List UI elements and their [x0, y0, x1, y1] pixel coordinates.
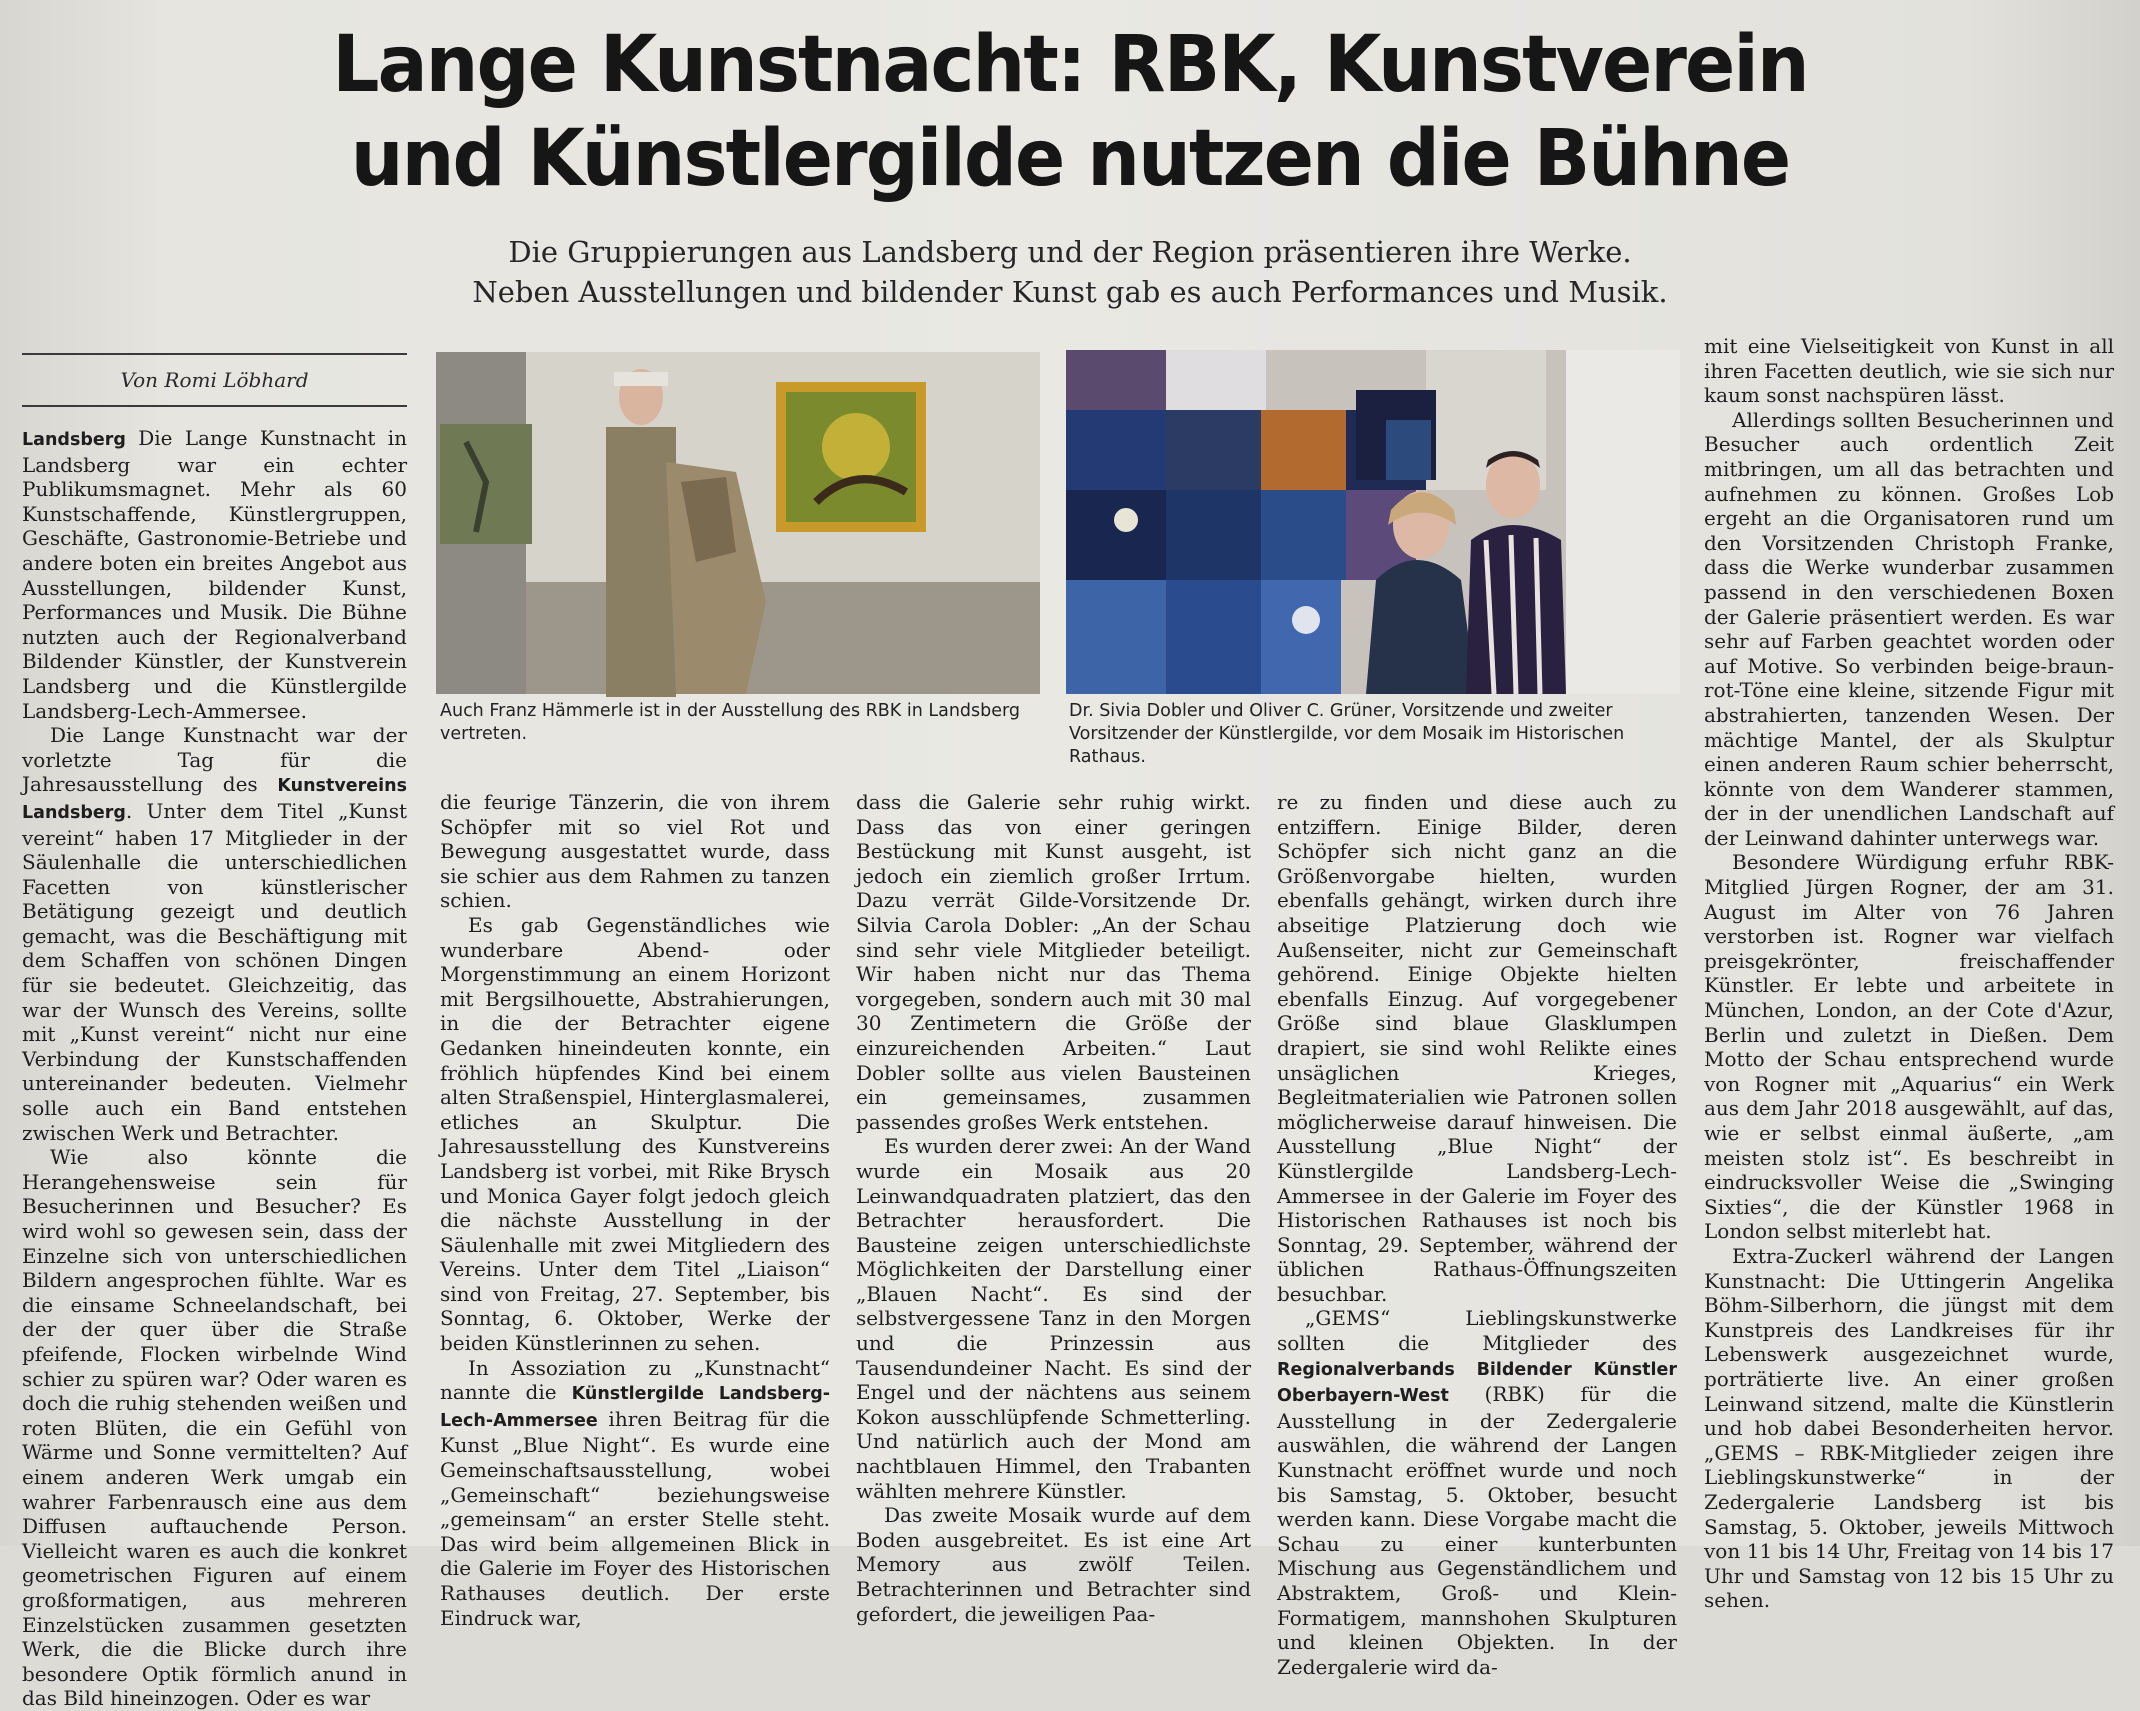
column-4 — [1277, 790, 1677, 1679]
headline-line-1: Lange Kunstnacht: RBK, Kunstverein — [332, 20, 1808, 110]
photo-franz-haemmerle-image — [436, 352, 1040, 694]
column-3 — [856, 790, 1251, 1626]
right-photo-caption: Dr. Sivia Dobler und Oliver C. Grüner, Vorsitzende und zweiter Vorsitzender der Künstlergilde, vor dem Mosaik im Historischen Rathaus. — [1069, 701, 1625, 767]
col2-paragraph-3: In Assoziation zu „Kunstnacht“ nannte die Künstlergilde Landsberg-Lech-Ammersee ihren Beitrag für die Kunst „Blue Night“. Es wurde eine Gemeinschaftsausstellung, wobei „Gemeinschaft“ beziehungsweise „gemeinsam“ an erster Stelle steht. Das wird beim allgemeinen Blick in die Galerie im Foyer des Historischen Rathauses deutlich. Der erste Eindruck war, — [440, 1355, 830, 1630]
bold-kunstverein: Kunstvereins Landsberg — [22, 776, 407, 823]
col5-paragraph-2: Allerdings sollten Besucherinnen und Besucher auch ordentlich Zeit mitbringen, um all das betrachten und aufnehmen zu können. Großes Lob ergeht an die Organisatoren rund um den Vorsitzenden Christoph Franke, dass die Werke wunderbar zusammen passend in den verschiedenen Boxen der Galerie präsentiert werden. Es war sehr auf Farben geachtet worden oder auf Motive. So verbinden beige-braun-rot-Töne eine kleine, sitzende Figur mit abstrahierten, tanzenden Wesen. Der mächtige Mantel, der als Skulptur einen anderen Raum schier beherrscht, könnte von dem Wanderer stammen, der in der unendlichen Landschaft auf der Leinwand dahinter unterwegs war. — [1704, 407, 2114, 850]
byline: Von Romi Löbhard — [120, 368, 309, 392]
photo-franz-haemmerle — [436, 352, 1040, 694]
headline — [54, 18, 2087, 206]
headline-line-2: und Künstlergilde nutzen die Bühne — [350, 114, 1790, 204]
dateline: Landsberg — [22, 430, 126, 450]
col3-paragraph-1: dass die Galerie sehr ruhig wirkt. Dass das von einer geringen Bestückung mit Kunst ausgeht, ist jedoch ein ziemlich großer Irrtum. Dazu verrät Gilde-Vorsitzende Dr. Silvia Carola Dobler: „An der Schau sind sehr viele Mitglieder beteiligt. Wir haben nicht nur das Thema vorgegeben, sondern auch mit 30 mal 30 Zentimetern die Größe der einzureichenden Arbeiten.“ Laut Dobler sollte aus vielen Bausteinen ein gemeinsames, zusammen passendes großes Werk entstehen. — [856, 790, 1251, 1134]
col2-paragraph-2: Es gab Gegenständliches wie wunderbare Abend- oder Morgenstimmung an einem Horizont mit Bergsilhouette, Abstrahierungen, in die der Betrachter eigene Gedanken hineindeuten konnte, ein fröhlich hüpfendes Kind bei einem alten Straßenspiel, Hinterglasmalerei, etliches an Skulptur. Die Jahresausstellung des Kunstvereins Landsberg ist vorbei, mit Rike Brysch und Monica Gayer folgt jedoch gleich die nächste Ausstellung in der Säulenhalle mit zwei Mitgliedern des Vereins. Unter dem Titel „Liaison“ sind von Freitag, 27. September, bis Sonntag, 6. Oktober, Werke der beiden Künstlerinnen zu sehen. — [440, 912, 830, 1356]
byline-box — [22, 353, 407, 407]
col3-paragraph-2: Es wurden derer zwei: An der Wand wurde ein Mosaik aus 20 Leinwandquadraten platziert, das den Betrachter herausfordert. Die Bausteine zeigen unterschiedlichste Möglichkeiten der Darstellung einer „Blauen Nacht“. Es sind der selbstvergessene Tanz in den Morgen und die Prinzessin aus Tausendundeiner Nacht. Es sind der Engel und der nächtens aus seinem Kokon ausschlüpfende Schmetterling. Und natürlich auch der Mond am nachtblauen Himmel, den Trabanten wählten mehrere Künstler. — [856, 1134, 1251, 1503]
photo-mosaic-rathaus — [1066, 350, 1680, 694]
bold-kuenstlergilde: Künstlergilde Landsberg-Lech-Ammersee — [440, 1384, 830, 1431]
col1-paragraph-2: Die Lange Kunstnacht war der vorletzte Tag für die Jahresausstellung des Kunstvereins Landsberg. Unter dem Titel „Kunst vereint“ haben 17 Mitglieder in der Säulenhalle die unterschiedlichen Facetten von künstlerischer Betätigung gezeigt und deutlich gemacht, was die Beschäftigung mit dem Schaffen von schönen Dingen für sie bedeutet. Gleichzeitig, das war der Wunsch des Vereins, sollte mit „Kunst vereint“ nicht nur eine Verbindung der Kunstschaffenden untereinander bedeuten. Vielmehr solle auch ein Band entstehen zwischen Werk und Betrachter. — [22, 723, 407, 1145]
column-5 — [1704, 334, 2114, 1613]
col4-paragraph-2: „GEMS“ Lieblingskunstwerke sollten die Mitglieder des Regionalverbands Bildender Künstler Oberbayern-West (RBK) für die Ausstellung in der Zedergalerie auswählen, die während der Langen Kunstnacht eröffnet wurde und noch bis Samstag, 5. Oktober, besucht werden kann. Diese Vorgabe macht die Schau zu einer kunterbunten Mischung aus Gegenständlichem und Abstraktem, Groß- und Klein-Formatigem, mannshohen Skulpturen und kleinen Objekten. In der Zedergalerie wird da- — [1277, 1306, 1677, 1679]
column-2 — [440, 790, 830, 1630]
col4-paragraph-1: re zu finden und diese auch zu entziffern. Einige Bilder, deren Schöpfer sich nicht ganz an die Größenvorgabe hielten, wurden ebenfalls gehängt, wirken durch ihre abseitige Platzierung doch wie Außenseiter, nicht zur Gemeinschaft gehörend. Einige Objekte hielten ebenfalls Einzug. Auf vorgegebener Größe sind blaue Glasklumpen drapiert, sie sind wohl Relikte eines unsäglichen Krieges, Begleitmaterialien wie Patronen sollen möglicherweise darauf hinweisen. Die Ausstellung „Blue Night“ der Künstlergilde Landsberg-Lech-Ammersee in der Galerie im Foyer des Historischen Rathauses ist noch bis Sonntag, 29. September, während der üblichen Rathaus-Öffnungszeiten besuchbar. — [1277, 790, 1677, 1306]
photo-mosaic-rathaus-image — [1066, 350, 1680, 694]
col2-paragraph-1: die feurige Tänzerin, die von ihrem Schöpfer mit so viel Rot und Bewegung ausgestattet wurde, dass sie schier aus dem Rahmen zu tanzen schien. — [440, 790, 830, 913]
col5-paragraph-1: mit eine Vielseitigkeit von Kunst in all ihren Facetten deutlich, wie sie sich nur kaum sonst nachspüren lässt. — [1704, 334, 2114, 408]
col1-paragraph-3: Wie also könnte die Herangehensweise sein für Besucherinnen und Besucher? Es wird wohl so gewesen sein, dass der Einzelne sich von unterschiedlichen Bildern angesprochen fühlte. War es die einsame Schneelandschaft, bei der der quer über die Straße pfeifende, Flocken wirbelnde Wind schier zu spüren war? Oder waren es doch die ruhig stehenden weißen und roten Blüten, die ein Gefühl von Wärme und Sonne vermittelten? Auf einem anderen Werk umgab ein wahrer Farbenrausch eine aus dem Diffusen auftauchende Person. Vielleicht waren es auch die konkret geometrischen Figuren auf einem großformatigen, aus mehreren Einzelstücken zusammen gesetzten Werk, die die Blicke durch ihre besondere Optik förmlich anund in das Bild hineinzogen. Oder es war — [22, 1145, 407, 1711]
bold-regionalverband: Regionalverbands Bildender Künstler Oberbayern-West — [1277, 1359, 1677, 1407]
col3-paragraph-3: Das zweite Mosaik wurde auf dem Boden ausgebreitet. Es ist eine Art Memory aus zwölf Teilen. Betrachterinnen und Betrachter sind gefordert, die jeweiligen Paa- — [856, 1503, 1251, 1626]
col5-paragraph-4: Extra-Zuckerl während der Langen Kunstnacht: Die Uttingerin Angelika Böhm-Silberhorn, die jüngst mit dem Kunstpreis des Landkreises für ihr Lebenswerk ausgezeichnet wurde, porträtierte live. An einer großen Leinwand sitzend, malte die Künstlerin und hob dabei Besonderheiten hervor. „GEMS – RBK-Mitglieder zeigen ihre Lieblingskunstwerke“ in der Zedergalerie Landsberg ist bis Samstag, 5. Oktober, jeweils Mittwoch von 11 bis 14 Uhr, Freitag von 14 bis 17 Uhr und Samstag von 12 bis 15 Uhr zu sehen. — [1704, 1243, 2114, 1613]
left-photo-caption: Auch Franz Hämmerle ist in der Ausstellung des RBK in Landsberg vertreten. — [440, 701, 1021, 744]
col5-paragraph-3: Besondere Würdigung erfuhr RBK-Mitglied Jürgen Rogner, der am 31. August im Alter von 76 Jahren verstorben ist. Rogner war vielfach preisgekrönter, freischaffender Künstler. Er lebte und arbeitete in München, London, an der Cote d'Azur, Berlin und zuletzt in Dießen. Dem Motto der Schau entsprechend wurde von Rogner mit „Aquarius“ ein Werk aus dem Jahr 2018 ausgewählt, auf das, wie er selbst einmal äußerte, „am meisten stolz ist“. Es beschreibt in eindrucksvoller Weise die „Swinging Sixties“, die der Künstler 1968 in London selbst miterlebt hat. — [1704, 850, 2114, 1244]
col1-paragraph-1: Landsberg Die Lange Kunstnacht in Landsberg war ein echter Publikumsmagnet. Mehr als 60 Kunstschaffende, Künstlergruppen, Geschäfte, Gastronomie-Betriebe und andere boten ein breites Angebot aus Ausstellungen, bildender Kunst, Performances und Musik. Die Bühne nutzten auch der Regionalverband Bildender Künstler, der Kunstverein Landsberg und die Künstlergilde Landsberg-Lech-Ammersee. — [22, 426, 407, 723]
subhead-line-2: Neben Ausstellungen und bildender Kunst gab es auch Performances und Musik. — [472, 275, 1668, 309]
subhead-line-1: Die Gruppierungen aus Landsberg und der Region präsentieren ihre Werke. — [508, 235, 1632, 269]
column-1 — [22, 426, 407, 1711]
subheadline — [0, 232, 2140, 312]
